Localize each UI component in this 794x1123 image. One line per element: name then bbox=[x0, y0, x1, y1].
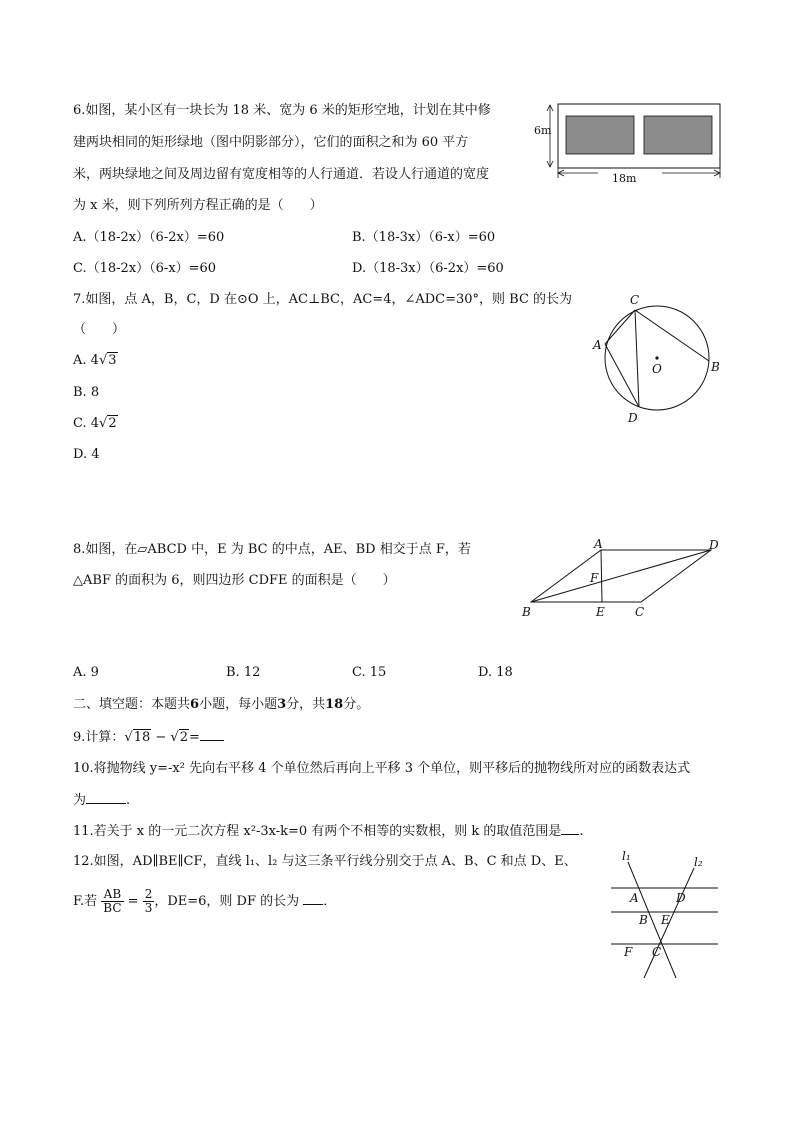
q6-option-d: D.（18-3x）（6-2x）=60 bbox=[352, 261, 504, 276]
q8-label-c: C bbox=[635, 605, 645, 619]
q6-line-1: 6.如图，某小区有一块长为 18 米、宽为 6 米的矩形空地，计划在其中修 bbox=[73, 103, 491, 118]
q8-line-2: △ABF 的面积为 6，则四边形 CDFE 的面积是（ ） bbox=[73, 573, 396, 588]
q9-equals: = bbox=[189, 730, 200, 745]
q12-figure bbox=[606, 848, 724, 982]
q7-line-1: 7.如图，点 A，B，C，D 在⊙O 上，AC⊥BC，AC=4，∠ADC=30°，则 BC 的长为 bbox=[73, 292, 573, 307]
q12-label-b: B bbox=[639, 913, 648, 927]
section-2-mid2: 分，共 bbox=[286, 697, 326, 712]
q7-option-a-radicand: 3 bbox=[108, 353, 117, 368]
q6-figure bbox=[528, 96, 728, 188]
q6-width-label: 6m bbox=[534, 124, 552, 137]
section-2-count: 6 bbox=[190, 697, 200, 712]
q11-suffix: . bbox=[579, 824, 584, 839]
q10-answer-blank[interactable] bbox=[86, 791, 126, 804]
q6-green-area-right bbox=[644, 116, 712, 154]
sqrt-symbol: √ bbox=[124, 730, 133, 745]
q6-line-2: 建两块相同的矩形绿地（图中阴影部分），它们的面积之和为 60 平方 bbox=[73, 135, 469, 150]
q9-prefix: 9.计算： bbox=[73, 730, 125, 745]
q10-line-2-suffix: . bbox=[126, 793, 131, 808]
q12-label-c: C bbox=[652, 945, 662, 959]
q8-label-e: E bbox=[596, 605, 605, 619]
q8-label-b: B bbox=[522, 605, 531, 619]
question-11 bbox=[73, 822, 584, 841]
sqrt-symbol: √ bbox=[99, 416, 108, 431]
section-2-heading bbox=[73, 696, 369, 714]
q10-line-1: 10.将抛物线 y=-x² 先向右平移 4 个单位然后再向上平移 3 个单位，则平移后的抛物线所对应的函数表达式 bbox=[73, 761, 691, 776]
q7-option-d: D. 4 bbox=[73, 447, 100, 462]
q6-line-4: 为 x 米，则下列所列方程正确的是（ ） bbox=[73, 198, 323, 213]
q12-label-f: F bbox=[624, 945, 633, 959]
q12-value-numerator: 2 bbox=[144, 887, 153, 901]
q12-line-2-mid: ，DE=6，则 DF 的长为 bbox=[154, 894, 300, 909]
q7-option-a-prefix: A. 4 bbox=[73, 353, 99, 368]
q7-figure bbox=[590, 292, 720, 428]
q12-answer-blank[interactable] bbox=[303, 892, 323, 905]
q12-label-l2: l₂ bbox=[694, 855, 703, 869]
q6-green-area-left bbox=[566, 116, 634, 154]
q7-line-2: （ ） bbox=[73, 322, 126, 337]
q9-radicand-1: 18 bbox=[133, 730, 151, 745]
q7-label-b: B bbox=[711, 360, 720, 374]
q6-option-a: A.（18-2x）（6-2x）=60 bbox=[73, 230, 225, 245]
q11-answer-blank[interactable] bbox=[561, 822, 579, 835]
sqrt-symbol: √ bbox=[170, 730, 179, 745]
q8-label-d: D bbox=[709, 538, 719, 552]
q6-length-label: 18m bbox=[612, 172, 637, 185]
q9-answer-blank[interactable] bbox=[200, 728, 224, 741]
section-2-prefix: 二、填空题：本题共 bbox=[73, 697, 191, 712]
q12-ratio-fraction bbox=[101, 888, 123, 915]
q8-option-b: B. 12 bbox=[226, 665, 261, 680]
section-2-score: 3 bbox=[277, 697, 287, 712]
q10-line-2-prefix: 为 bbox=[73, 793, 87, 808]
q6-option-c: C.（18-2x）（6-x）=60 bbox=[73, 261, 217, 276]
q12-value-fraction bbox=[143, 888, 155, 915]
q9-radicand-2: 2 bbox=[179, 730, 188, 745]
q12-line-1: 12.如图，AD∥BE∥CF，直线 l₁、l₂ 与这三条平行线分别交于点 A、B、C 和点 D、E、 bbox=[73, 854, 577, 869]
q12-label-d: D bbox=[676, 891, 686, 905]
q12-label-e: E bbox=[661, 913, 670, 927]
q12-value-denominator: 3 bbox=[144, 901, 153, 915]
q8-label-a: A bbox=[594, 537, 603, 551]
q7-option-b: B. 8 bbox=[73, 385, 100, 400]
q6-line-3: 米，两块绿地之间及周边留有宽度相等的人行通道．若设人行通道的宽度 bbox=[73, 167, 490, 182]
q12-frac-numerator: AB bbox=[101, 888, 123, 902]
q7-option-c bbox=[73, 415, 118, 433]
section-2-suffix: 分。 bbox=[343, 697, 370, 712]
q12-line-2-suffix: ． bbox=[323, 894, 337, 909]
q12-label-l1: l₁ bbox=[622, 849, 631, 863]
q12-label-a: A bbox=[630, 891, 639, 905]
q12-line-2-prefix: F.若 bbox=[73, 894, 98, 909]
q8-option-d: D. 18 bbox=[478, 665, 513, 680]
q7-option-c-radicand: 2 bbox=[108, 416, 117, 431]
q12-line-2 bbox=[73, 888, 336, 916]
q6-option-b: B.（18-3x）（6-x）=60 bbox=[352, 230, 496, 245]
q12-equals: = bbox=[123, 894, 143, 909]
q8-option-a: A. 9 bbox=[73, 665, 99, 680]
q8-option-c: C. 15 bbox=[352, 665, 387, 680]
sqrt-symbol: √ bbox=[98, 353, 108, 368]
q7-label-a: A bbox=[593, 338, 602, 352]
q9-minus: − bbox=[151, 730, 171, 745]
q12-frac-denominator: BC bbox=[103, 901, 122, 915]
q8-figure bbox=[516, 536, 726, 622]
question-9 bbox=[73, 728, 224, 747]
q7-label-d: D bbox=[628, 411, 638, 425]
q10-line-2 bbox=[73, 791, 130, 810]
q7-label-c: C bbox=[630, 293, 640, 307]
q11-text: 11.若关于 x 的一元二次方程 x²-3x-k=0 有两个不相等的实数根，则 k 的取值范围是 bbox=[73, 824, 562, 839]
q8-label-f: F bbox=[590, 571, 599, 585]
section-2-mid1: 小题，每小题 bbox=[199, 697, 278, 712]
section-2-total: 18 bbox=[325, 697, 344, 712]
q7-label-o: O bbox=[652, 362, 662, 376]
q8-line-1: 8.如图，在▱ABCD 中，E 为 BC 的中点，AE、BD 相交于点 F，若 bbox=[73, 542, 471, 557]
q7-option-c-prefix: C. 4 bbox=[73, 416, 100, 431]
q7-option-a bbox=[73, 352, 118, 370]
